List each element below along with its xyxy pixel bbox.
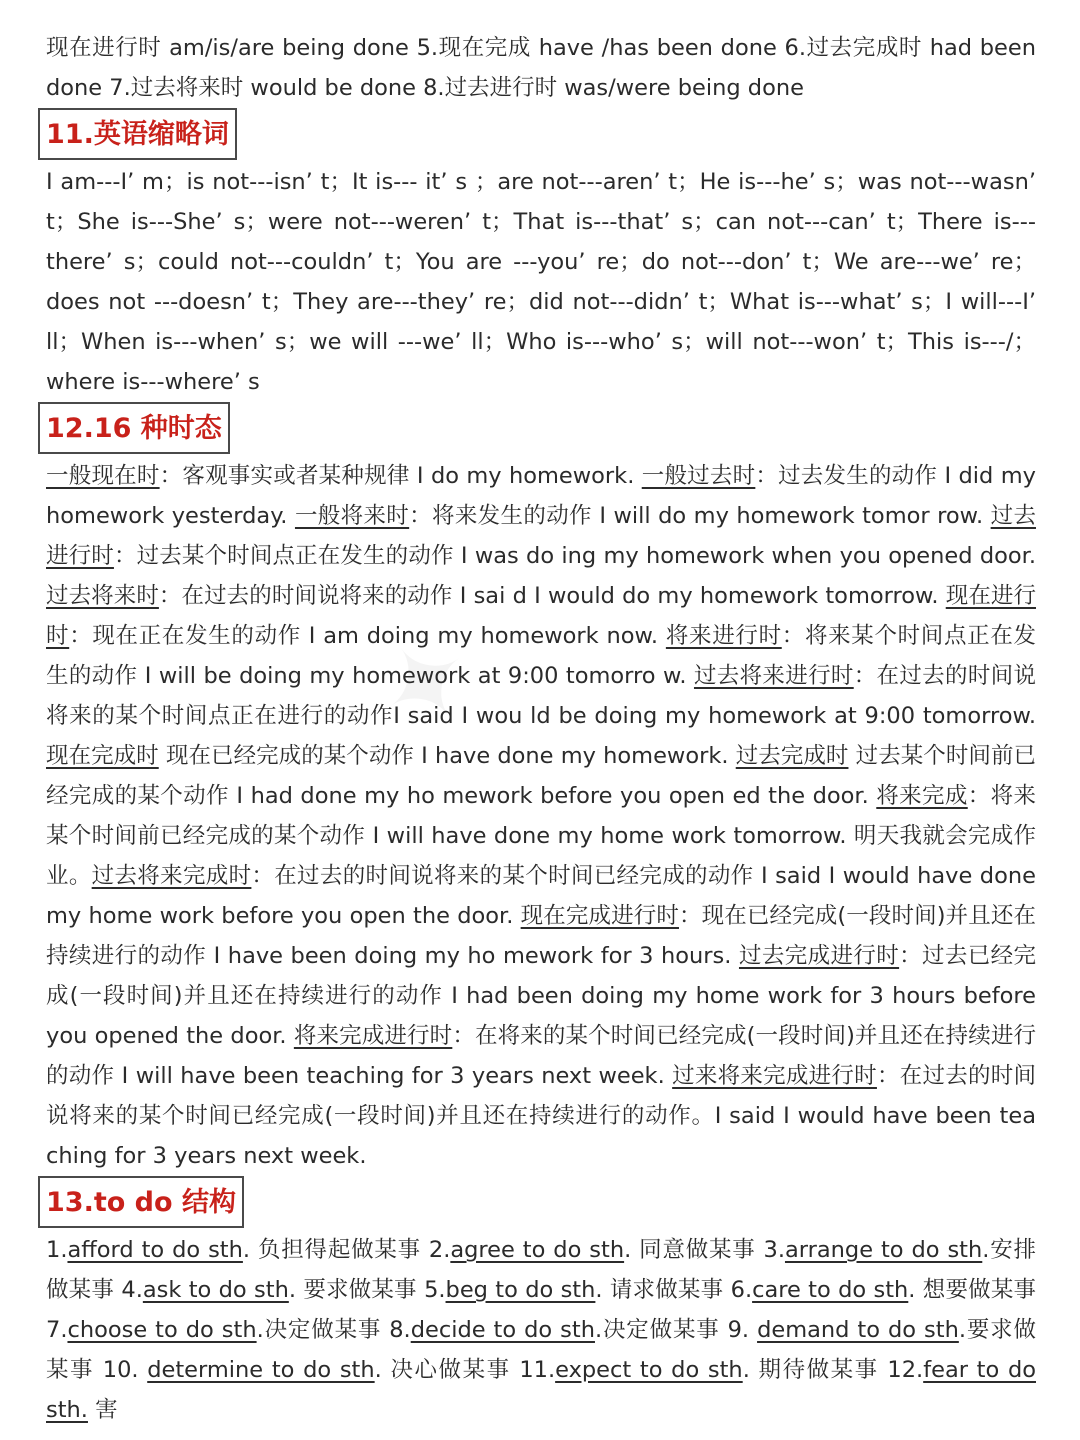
phrase-text: ask to do sth — [142, 1277, 289, 1303]
phrase-number: 1. — [46, 1237, 68, 1263]
tense-separator: ： — [967, 783, 991, 809]
tense-term: 一般过去时 — [641, 463, 756, 489]
tense-description: 在将来的某个时间已经完成(一段时间)并且还在持续进行的动作 I will have been teaching for 3 years next week. — [46, 1023, 1036, 1089]
tense-term: 将来完成进行时 — [293, 1023, 453, 1049]
tense-separator: ： — [755, 463, 779, 489]
phrase-text: agree to do sth — [450, 1237, 625, 1263]
tense-description: 在过去的时间说将来的某个时间已经完成的动作 I said I would have done my home work before you open the door. — [46, 863, 1036, 929]
tense-description: 将来发生的动作 I will do my homework tomor row. — [432, 503, 991, 529]
tense-description: 现在已经完成的某个动作 I have done my homework. — [165, 743, 736, 769]
tense-description: 过去已经完成(一段时间)并且还在持续进行的动作 I had been doing my home work for 3 hours before you opened the door. — [46, 943, 1036, 1049]
tense-term: 过去将来时 — [46, 583, 159, 609]
section-12-heading: 12.16 种时态 — [38, 402, 230, 454]
tense-separator: ： — [251, 863, 275, 889]
phrase-number: 7. — [46, 1317, 68, 1343]
phrase-text: expect to do sth — [555, 1357, 743, 1383]
phrase-meaning: 害 — [87, 1397, 118, 1423]
tense-term: 过去将来进行时 — [693, 663, 854, 689]
tense-separator: ： — [113, 543, 137, 569]
intro-paragraph: 现在进行时 am/is/are being done 5.现在完成 have /has been done 6.过去完成时 had been done 7.过去将来时 would be done 8.过去进行时 was/were being done — [46, 35, 1036, 101]
phrase-number: 8. — [389, 1317, 411, 1343]
phrase-text: choose to do sth — [67, 1317, 257, 1343]
phrase-text: demand to do sth — [757, 1317, 959, 1343]
document-page — [46, 28, 1036, 1430]
phrase-text: beg to do sth — [445, 1277, 596, 1303]
tense-description: 过去发生的动作 I did my homework yesterday. — [46, 463, 1036, 529]
tense-description: 在过去的时间说将来的动作 I sai d I would do my homework tomorrow. — [181, 583, 946, 609]
tense-description: 在过去的时间说将来的某个时间点正在进行的动作I said I wou ld be doing my homework at 9:00 tomorrow. — [46, 663, 1036, 729]
phrase-number: 6. — [730, 1277, 753, 1303]
tense-term: 将来完成 — [876, 783, 968, 809]
phrase-meaning: . 决心做某事 — [374, 1357, 520, 1383]
tense-term: 现在完成进行时 — [520, 903, 679, 929]
phrase-meaning: .决定做某事 — [594, 1317, 728, 1343]
tense-separator: ： — [853, 663, 877, 689]
phrase-text: afford to do sth — [67, 1237, 243, 1263]
section-13-text — [46, 1230, 1036, 1430]
phrase-text: arrange to do sth — [784, 1237, 983, 1263]
tense-description: 过去某个时间前已经完成的某个动作 I had done my ho mework before you open ed the door. — [46, 743, 1036, 809]
tense-description: 在过去的时间说将来的某个时间已经完成(一段时间)并且还在持续进行的动作。I said I would have been tea ching for 3 years next week. — [46, 1063, 1036, 1169]
tense-term: 一般现在时 — [46, 463, 160, 489]
tense-separator: ： — [781, 623, 805, 649]
tense-separator: ： — [876, 1063, 900, 1089]
phrase-number: 11. — [519, 1357, 556, 1383]
phrase-meaning: . 想要做某事 — [908, 1277, 1037, 1303]
section-11-heading: 11.英语缩略词 — [38, 108, 237, 160]
section-11-text: I am---I’ m；is not---isn’ t；It is--- it’ s ；are not---aren’ t；He is---he’ s；was not---wasn’ t；She is---She’ s；were not---weren’ t；That is---that’ s；can not---can’ t；There is---there’ s；could not---couldn’ t；You are ---you’ re；do not---don’ t；We are---we’ re；does not ---doesn’ t；They are---they’ re；did not---didn’ t；What is---what’ s；I will---I’ ll；When is---when’ s；we will ---we’ ll；Who is---who’ s；will not---won’ t；This is---/；where is---where’ s — [46, 169, 1036, 395]
tense-term: 过去完成时 — [735, 743, 849, 769]
phrase-meaning: . 负担得起做某事 — [242, 1237, 429, 1263]
tense-term: 过去完成进行时 — [738, 943, 900, 969]
tense-separator: ： — [452, 1023, 475, 1049]
phrase-number: 2. — [428, 1237, 451, 1263]
tense-term: 一般将来时 — [294, 503, 410, 529]
phrase-text: care to do sth — [752, 1277, 909, 1303]
phrase-meaning: . 要求做某事 — [288, 1277, 425, 1303]
phrase-meaning: . 期待做某事 — [742, 1357, 888, 1383]
tense-description: 现在正在发生的动作 I am doing my homework now. — [92, 623, 666, 649]
tense-description: 客观事实或者某种规律 I do my homework. — [182, 463, 642, 489]
phrase-number: 5. — [424, 1277, 446, 1303]
tense-separator: ： — [158, 583, 182, 609]
section-12-text — [46, 456, 1036, 1176]
phrase-number: 4. — [121, 1277, 143, 1303]
tense-term: 过来将来完成进行时 — [672, 1063, 877, 1089]
tense-term: 过去进行时 — [46, 503, 1036, 569]
tense-separator: ： — [409, 503, 432, 529]
tense-separator — [159, 743, 166, 769]
phrase-number: 12. — [887, 1357, 924, 1383]
phrase-meaning: .决定做某事 — [256, 1317, 390, 1343]
phrase-number: 3. — [763, 1237, 785, 1263]
phrase-text: determine to do sth — [147, 1357, 375, 1383]
tense-separator — [848, 743, 855, 769]
tense-separator: ： — [899, 943, 922, 969]
phrase-number: 9. — [727, 1317, 758, 1343]
tense-term: 现在完成时 — [46, 743, 159, 769]
phrase-meaning: .要求做某事 — [46, 1317, 1036, 1383]
section-13-heading: 13.to do 结构 — [38, 1176, 244, 1228]
tense-description: 将来某个时间点正在发生的动作 I will be doing my homework at 9:00 tomorro w. — [46, 623, 1036, 689]
phrase-number: 10. — [102, 1357, 148, 1383]
tense-description: 过去某个时间点正在发生的动作 I was do ing my homework when you opened door. — [136, 543, 1036, 569]
tense-separator: ： — [678, 903, 702, 929]
phrase-meaning: .安排做某事 — [46, 1237, 1036, 1303]
tense-term: 现在进行时 — [46, 583, 1036, 649]
phrase-meaning: . 请求做某事 — [595, 1277, 731, 1303]
phrase-text: fear to do sth. — [46, 1357, 1036, 1423]
tense-description: 将来某个时间前已经完成的某个动作 I will have done my home work tomorrow. 明天我就会完成作业。 — [46, 783, 1036, 889]
phrase-meaning: . 同意做某事 — [624, 1237, 764, 1263]
tense-term: 将来进行时 — [665, 623, 782, 649]
tense-separator: ： — [159, 463, 183, 489]
tense-term: 过去将来完成时 — [91, 863, 252, 889]
tense-description: 现在已经完成(一段时间)并且还在持续进行的动作 I have been doing my ho mework for 3 hours. — [46, 903, 1036, 969]
tense-separator: ： — [69, 623, 93, 649]
phrase-text: decide to do sth — [410, 1317, 595, 1343]
